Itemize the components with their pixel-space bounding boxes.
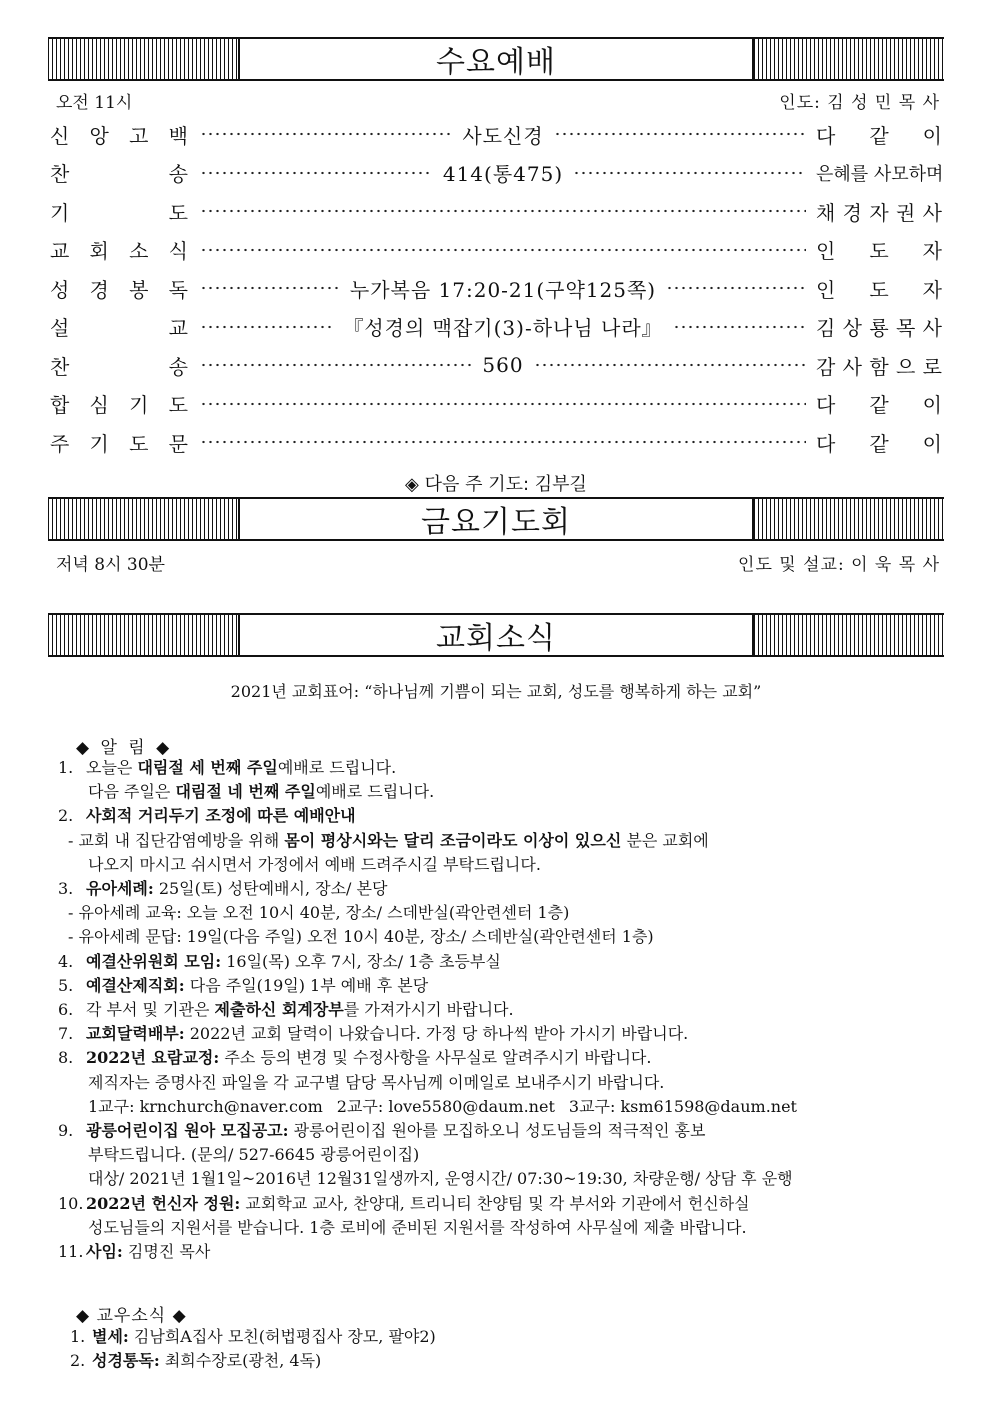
order-person: 감 사 함 으 로 [816, 354, 942, 379]
order-leader-dots [188, 274, 816, 303]
wednesday-time: 오전 11시 [56, 93, 133, 113]
banner-stripes [752, 499, 944, 539]
order-row [50, 154, 942, 193]
banner-stripes [48, 39, 240, 79]
notice-8: 8. 2022년 요람교정: 주소 등의 변경 및 수정사항을 사무실로 알려주시기 바랍니다. [58, 1048, 652, 1068]
order-row [50, 308, 942, 347]
wednesday-banner [48, 37, 944, 81]
banner-stripes [752, 615, 944, 655]
friday-leader: 인도 및 설교: 이 욱 목 사 [738, 555, 940, 575]
order-row [50, 115, 942, 154]
order-label: 성 경 봉 독 [50, 277, 188, 302]
family-item-1: 1. 별세: 김남희A집사 모친(허법평집사 장모, 팔야2) [70, 1327, 436, 1346]
order-person: 김 상 룡 목 사 [816, 316, 942, 341]
order-item: 414(통475) [442, 162, 564, 187]
banner-stripes [752, 39, 944, 79]
notice-10-line1: 성도님들의 지원서를 받습니다. 1층 로비에 준비된 지원서를 작성하여 사무실에 제출 바랍니다. [88, 1217, 747, 1237]
notice-3-line2: - 유아세례 문답: 19일(다음 주일) 오전 10시 40분, 장소/ 스데반실(곽안련센터 1층) [68, 927, 654, 947]
email-district-3[interactable]: 3교구: ksm61598@daum.net [568, 1096, 797, 1116]
church-motto: 2021년 교회표어: “하나님께 기쁨이 되는 교회, 성도를 행복하게 하는 교회” [230, 682, 762, 701]
order-leader-dots [188, 120, 816, 149]
notice-1: 1. 오늘은 대림절 세 번째 주일예배로 드립니다. [58, 758, 397, 777]
order-leader-dots [188, 312, 816, 341]
order-leader-dots [188, 158, 816, 187]
banner-stripes [48, 499, 240, 539]
order-person: 은혜를 사모하며 [816, 163, 944, 185]
news-banner [48, 613, 944, 657]
email-district-2[interactable]: 2교구: love5580@daum.net [336, 1096, 555, 1116]
family-item-2: 2. 성경통독: 최희수장로(광천, 4독) [70, 1351, 322, 1370]
order-item: 『성경의 맥잡기(3)-하나님 나라』 [343, 316, 663, 341]
email-district-1[interactable]: 1교구: krnchurch@naver.com [88, 1096, 323, 1116]
notice-1-line2: 다음 주일은 대림절 네 번째 주일예배로 드립니다. [88, 782, 435, 802]
order-item: 누가복음 17:20-21(구약125쪽) [349, 277, 657, 302]
family-news-header: ◆ 교우소식 ◆ [76, 1306, 187, 1326]
notice-8-emails [58, 1095, 938, 1119]
order-leader-dots [188, 440, 816, 444]
notice-3: 3. 유아세례: 25일(토) 성탄예배시, 장소/ 본당 [58, 879, 388, 899]
wednesday-leader: 인도: 김 성 민 목 사 [779, 93, 940, 113]
order-row [50, 385, 942, 424]
notice-4: 4. 예결산위원회 모임: 16일(목) 오후 7시, 장소/ 1층 초등부실 [58, 951, 501, 971]
order-person: 다 같 이 [816, 393, 942, 418]
order-row [50, 346, 942, 385]
notice-10: 10. 2022년 헌신자 정원: 교회학교 교사, 찬양대, 트리니티 찬양팀 및 각 부서와 기관에서 헌신하실 [58, 1193, 750, 1213]
order-person: 인 도 자 [816, 277, 942, 302]
order-item: 560 [482, 353, 524, 378]
notice-2-line2: 나오지 마시고 쉬시면서 가정에서 예배 드려주시길 부탁드립니다. [88, 854, 541, 874]
notice-8-line1: 제직자는 증명사진 파일을 각 교구별 담당 목사님께 이메일로 보내주시기 바랍니다. [88, 1072, 665, 1092]
notice-list [58, 756, 938, 1264]
friday-title: 금요기도회 [421, 505, 571, 540]
order-person: 다 같 이 [816, 123, 942, 148]
order-leader-dots [188, 248, 816, 252]
order-label: 주 기 도 문 [50, 431, 188, 456]
notice-2: 2. 사회적 거리두기 조정에 따른 예배안내 [58, 806, 356, 826]
order-row [50, 423, 942, 462]
notice-6: 6. 각 부서 및 기관은 제출하신 회계장부를 가져가시기 바랍니다. [58, 1000, 514, 1020]
order-person: 다 같 이 [816, 431, 942, 456]
wednesday-title: 수요예배 [436, 45, 556, 80]
order-row [50, 192, 942, 231]
order-label: 설 교 [50, 316, 188, 341]
friday-banner [48, 497, 944, 541]
order-leader-dots [188, 353, 816, 377]
order-row [50, 231, 942, 270]
notice-11: 11. 사임: 김명진 목사 [58, 1242, 211, 1262]
notice-header: ◆ 알 림 ◆ [76, 738, 173, 758]
order-item: 사도신경 [462, 123, 544, 148]
notice-3-line1: - 유아세례 교육: 오늘 오전 10시 40분, 장소/ 스데반실(곽안련센터 1층) [68, 903, 570, 923]
order-label: 교 회 소 식 [50, 239, 188, 264]
order-leader-dots [188, 402, 816, 406]
wednesday-subheader [56, 88, 940, 113]
news-title: 교회소식 [436, 621, 556, 656]
friday-time: 저녁 8시 30분 [56, 555, 165, 575]
order-label: 신 앙 고 백 [50, 123, 188, 148]
notice-5: 5. 예결산제직회: 다음 주일(19일) 1부 예배 후 본당 [58, 975, 429, 995]
notice-7: 7. 교회달력배부: 2022년 교회 달력이 나왔습니다. 가정 당 하나씩 받아 가시기 바랍니다. [58, 1024, 689, 1044]
order-label: 합 심 기 도 [50, 393, 188, 418]
order-label: 찬 송 [50, 162, 188, 187]
order-label: 찬 송 [50, 354, 188, 379]
order-person: 인 도 자 [816, 239, 942, 264]
order-leader-dots [188, 209, 816, 213]
order-row [50, 269, 942, 308]
worship-order [50, 115, 942, 462]
order-person: 채 경 자 권 사 [816, 200, 942, 225]
order-label: 기 도 [50, 200, 188, 225]
friday-subheader [56, 550, 940, 575]
notice-9-line1: 부탁드립니다. (문의/ 527-6645 광릉어린이집) [88, 1145, 420, 1165]
banner-stripes [48, 615, 240, 655]
next-prayer: ◈ 다음 주 기도: 김부길 [405, 474, 587, 495]
notice-2-line1: - 교회 내 집단감염예방을 위해 몸이 평상시와는 달리 조금이라도 이상이 있으신 분은 교회에 [68, 830, 709, 850]
notice-9-line2: 대상/ 2021년 1월1일~2016년 12월31일생까지, 운영시간/ 07:30~19:30, 차량운행/ 상담 후 운행 [88, 1169, 793, 1189]
notice-9: 9. 광릉어린이집 원아 모집공고: 광릉어린이집 원아를 모집하오니 성도님들의 적극적인 홍보 [58, 1121, 706, 1141]
family-news-list [70, 1325, 436, 1373]
